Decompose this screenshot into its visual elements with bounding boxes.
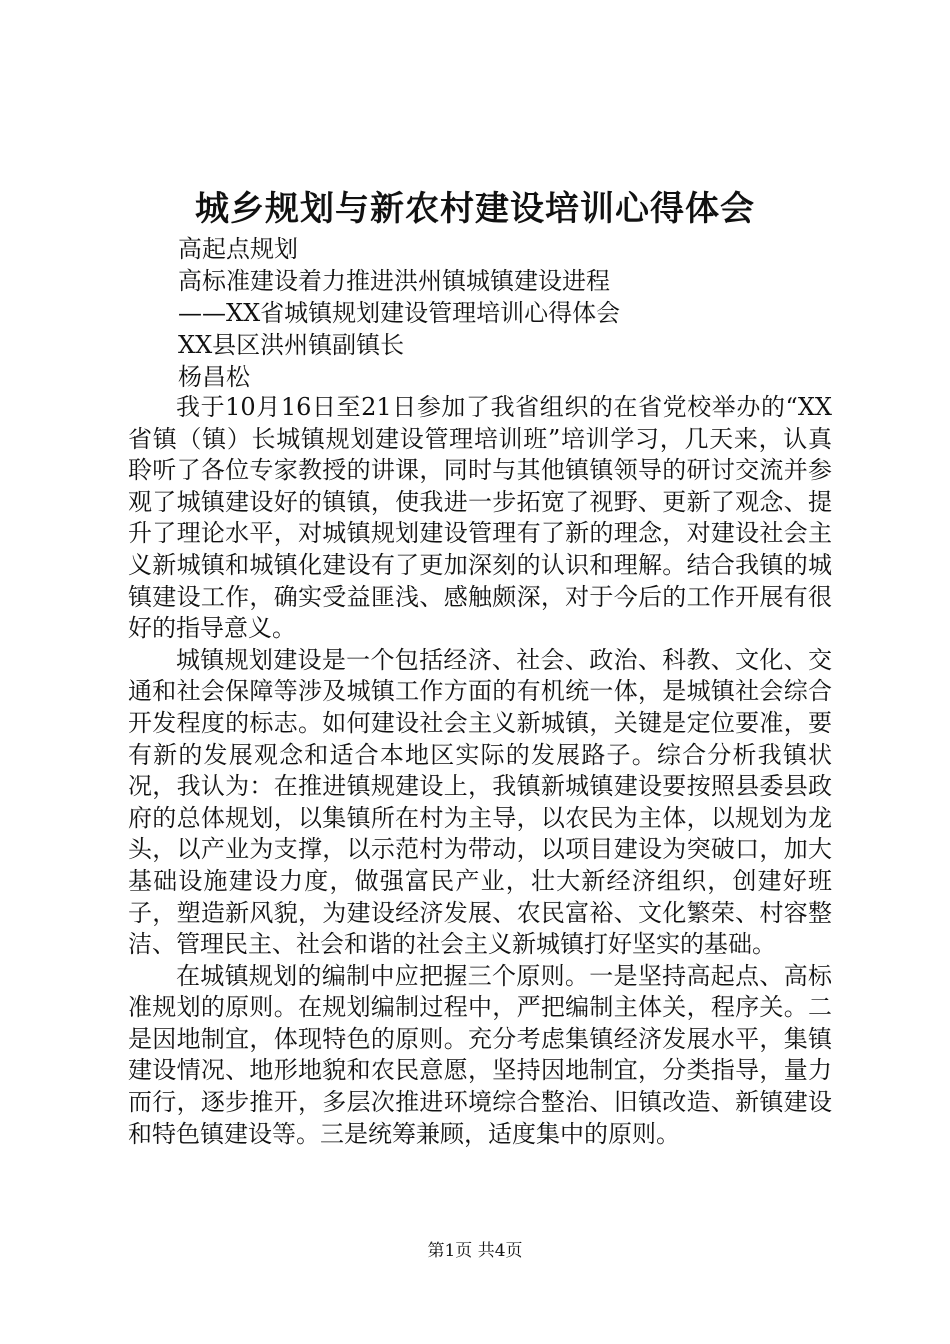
- subtitle-line-1: 高起点规划: [178, 235, 298, 263]
- body-paragraph-2: 城镇规划建设是一个包括经济、社会、政治、科教、文化、交通和社会保障等涉及城镇工作方面的有机统一体，是城镇社会综合开发程度的标志。如何建设社会主义新城镇，关键是定位要准，要有新的发展观念和适合本地区实际的发展路子。综合分析我镇状况，我认为：在推进镇规建设上，我镇新城镇建设要按照县委县政府的总体规划，以集镇所在村为主导，以农民为主体，以规划为龙头，以产业为支撑，以示范村为带动，以项目建设为突破口，加大基础设施建设力度，做强富民产业，壮大新经济组织，创建好班子，塑造新风貌，为建设经济发展、农民富裕、文化繁荣、村容整洁、管理民主、社会和谐的社会主义新城镇打好坚实的基础。: [128, 645, 832, 959]
- author-position: XX县区洪州镇副镇长: [178, 331, 405, 359]
- subtitle-line-2: 高标准建设着力推进洪州镇城镇建设进程: [178, 267, 610, 295]
- document-body: [128, 392, 832, 1150]
- body-paragraph-1: 我于10月16日至21日参加了我省组织的在省党校举办的“XX省镇（镇）长城镇规划建设管理培训班”培训学习，几天来，认真聆听了各位专家教授的讲课，同时与其他镇镇领导的研讨交流并参观了城镇建设好的镇镇，使我进一步拓宽了视野、更新了观念、提升了理论水平，对城镇规划建设管理有了新的理念，对建设社会主义新城镇和城镇化建设有了更加深刻的认识和理解。结合我镇的城镇建设工作，确实受益匪浅、感触颇深，对于今后的工作开展有很好的指导意义。: [128, 393, 832, 643]
- body-paragraph-3: 在城镇规划的编制中应把握三个原则。一是坚持高起点、高标准规划的原则。在规划编制过程中，严把编制主体关，程序关。二是因地制宜，体现特色的原则。充分考虑集镇经济发展水平，集镇建设情况、地形地貌和农民意愿，坚持因地制宜，分类指导，量力而行，逐步推开，多层次推进环境综合整治、旧镇改造、新镇建设和特色镇建设等。三是统筹兼顾，适度集中的原则。: [128, 961, 832, 1148]
- page-number-footer: 第1页 共4页: [427, 1241, 523, 1261]
- author-name: 杨昌松: [178, 363, 250, 391]
- document-title: 城乡规划与新农村建设培训心得体会: [195, 189, 755, 229]
- subtitle-line-3: ——XX省城镇规划建设管理培训心得体会: [178, 299, 621, 327]
